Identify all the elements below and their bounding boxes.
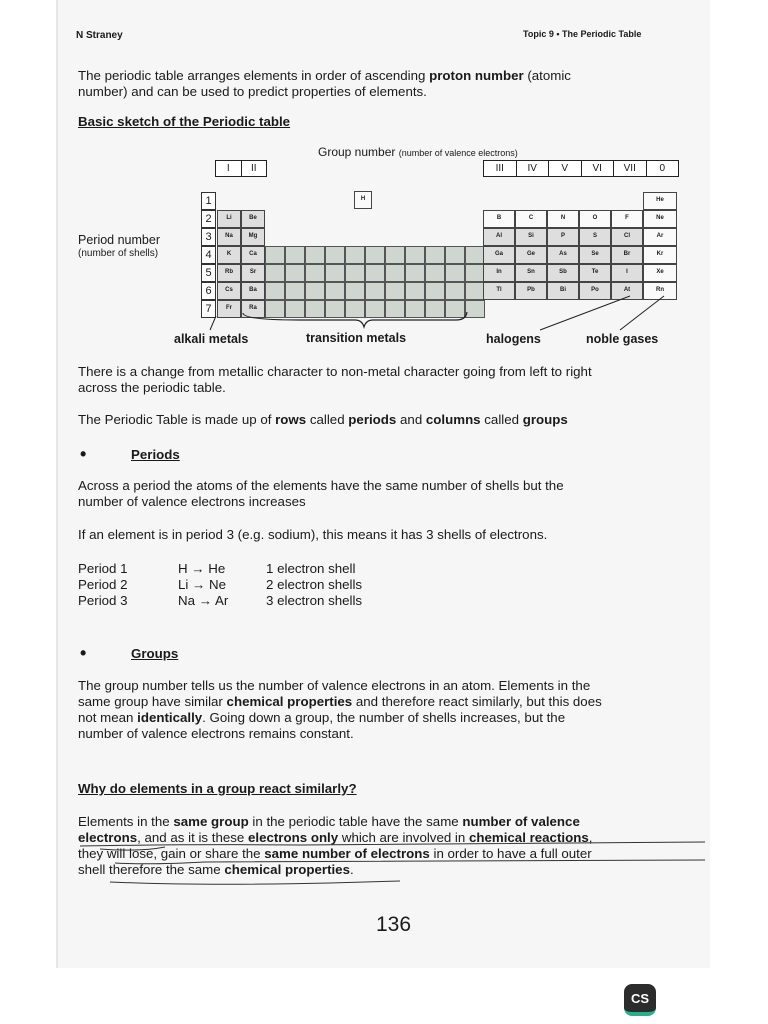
element-cell: C [515,210,547,228]
noble-gas-cell: Kr [643,246,677,264]
element-cell: Pb [515,282,547,300]
period-number-sub: (number of shells) [78,248,159,259]
noble-gas-cell: Ar [643,228,677,246]
element-cell: Li [217,210,241,228]
element-cell: O [579,210,611,228]
groups-paragraph: The group number tells us the number of valence electrons in an atom. Elements in the same group have similar chemical properties and therefore react similarly, but this does not mean identically. Going down a group, the number of shells increases, but the number of valence electrons remains constant. [78,678,602,741]
element-cell: Tl [483,282,515,300]
alkali-pointer [210,316,216,330]
intro-paragraph: The periodic table arranges elements in order of ascending proton number (atomic number) and can be used to predict properties of elements. [78,68,571,99]
period-number-cell: 2 [201,210,216,228]
period-number-cell: 5 [201,264,216,282]
pen-underlines [0,800,768,900]
period-number-cell: 4 [201,246,216,264]
element-cell: Na [217,228,241,246]
element-cell: Ba [241,282,265,300]
alkali-metals-label: alkali metals [174,332,249,346]
element-cell: P [547,228,579,246]
bullet-dot: • [80,643,87,663]
element-cell: K [217,246,241,264]
element-cell: Br [611,246,643,264]
metallic-change-paragraph: There is a change from metallic character to non-metal character going from left to right across the periodic table. [78,364,592,395]
noble-pointer [620,296,664,330]
noble-gas-cell: He [643,192,677,210]
element-cell: Cs [217,282,241,300]
element-cell: S [579,228,611,246]
groups-heading: Groups [131,646,179,661]
page-number: 136 [376,913,412,936]
hydrogen-cell: H [354,191,372,209]
period-row: Period 2 Li → Ne 2 electron shells [78,577,363,592]
periods-heading: Periods [131,447,180,462]
noble-gases-label: noble gases [586,332,659,346]
camscanner-logo: CS [624,984,656,1016]
element-cell: Si [515,228,547,246]
noble-gas-cell: Rn [643,282,677,300]
period-number-cell: 6 [201,282,216,300]
element-cell: Sr [241,264,265,282]
author-name: N Straney [76,30,123,41]
element-cell: Be [241,210,265,228]
element-cell: Se [579,246,611,264]
noble-gas-cell: Xe [643,264,677,282]
element-cell: In [483,264,515,282]
element-cell: Po [579,282,611,300]
element-cell: F [611,210,643,228]
element-cell: As [547,246,579,264]
period-number-cell: 1 [201,192,216,210]
group-number-label: Group number (number of valence electrons) [318,145,518,159]
transition-metals-label: transition metals [306,331,407,345]
period-table [78,561,478,609]
element-cell: Ga [483,246,515,264]
element-cell: Mg [241,228,265,246]
halogen-pointer [540,296,630,330]
element-cell: Fr [217,300,241,318]
group-box-right: III IV V VI VII 0 [483,160,679,177]
transition-brace [243,312,467,327]
rows-columns-sentence: The Periodic Table is made up of rows called periods and columns called groups [78,412,568,427]
element-cell: Rb [217,264,241,282]
period-number-cell: 3 [201,228,216,246]
period-row: Period 1 H → He 1 electron shell [78,561,356,576]
element-cell: At [611,282,643,300]
element-cell: Te [579,264,611,282]
element-cell: Sn [515,264,547,282]
group-box-left: I II [215,160,267,177]
period-number-label: Period number [78,233,160,247]
topic-title: Topic 9 • The Periodic Table [523,29,642,39]
element-cell: Ge [515,246,547,264]
element-cell: Bi [547,282,579,300]
element-cell: Ca [241,246,265,264]
why-paragraph: Elements in the same group in the periodic table have the same number of valence electrons, and as it is these electrons only which are involved in chemical reactions, they will lose, gain or share the same number of electrons in order to have a full outer shell therefore the same chemical properties. [78,814,593,877]
element-cell: I [611,264,643,282]
sketch-heading: Basic sketch of the Periodic table [78,114,291,129]
halogens-label: halogens [486,332,541,346]
element-cell: Cl [611,228,643,246]
why-heading: Why do elements in a group react similarly? [78,781,357,796]
period-example: If an element is in period 3 (e.g. sodium), this means it has 3 shells of electrons. [78,527,548,542]
period-row: Period 3 Na → Ar 3 electron shells [78,593,363,608]
element-cell: N [547,210,579,228]
bullet-dot: • [80,444,87,464]
noble-gas-cell: Ne [643,210,677,228]
element-cell: Sb [547,264,579,282]
period-number-cell: 7 [201,300,216,318]
element-cell: B [483,210,515,228]
periods-paragraph: Across a period the atoms of the elements have the same number of shells but the number of valence electrons increases [78,478,564,509]
element-cell: Ra [241,300,265,318]
element-cell: Al [483,228,515,246]
label-pointers [0,0,768,400]
